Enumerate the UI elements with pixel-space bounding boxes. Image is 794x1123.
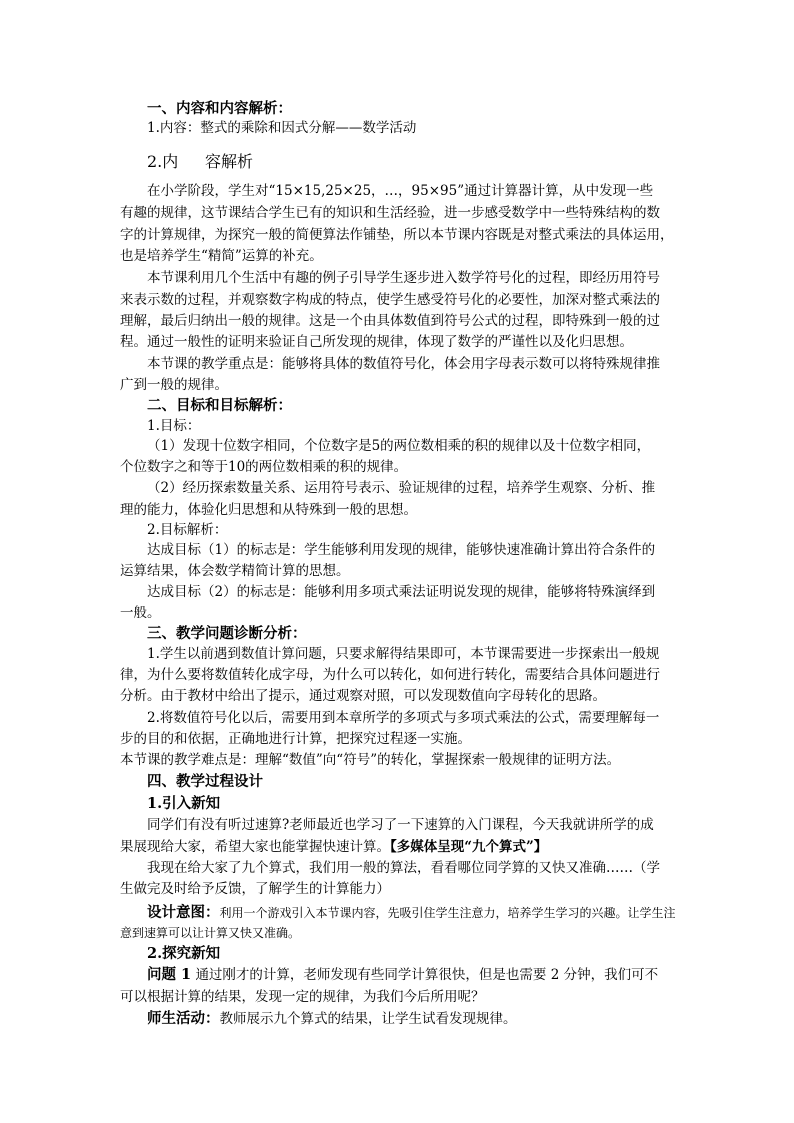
multimedia-note: 【多媒体呈现“九个算式”】 bbox=[390, 839, 548, 855]
subsection-introduce: 1.引入新知 bbox=[147, 795, 221, 812]
paragraph-line: 我现在给大家了九个算式，我们用一般的算法，看看哪位同学算的又快又准确……（学 bbox=[147, 860, 660, 876]
section-2-goal-analysis-label: 2.目标解析： bbox=[147, 522, 228, 538]
section-2-goal-label: 1.目标： bbox=[147, 418, 201, 434]
question-text: 通过刚才的计算，老师发现有些同学计算很快，但是也需要 2 分钟，我们可不 bbox=[195, 967, 659, 983]
paragraph-line: 个位数字之和等于10的两位数相乘的积的规律。 bbox=[120, 459, 408, 475]
section-3-heading: 三、教学问题诊断分析： bbox=[147, 625, 307, 642]
paragraph-line: 来表示数的过程，并观察数字构成的特点，使学生感受符号化的必要性，加深对整式乘法的 bbox=[120, 292, 660, 308]
paragraph-line: 2.将数值符号化以后，需要用到本章所学的多项式与多项式乘法的公式，需要理解每一 bbox=[147, 710, 660, 726]
design-intent-text: 利用一个游戏引入本节课内容，先吸引住学生注意力，培养学生学习的兴趣。让学生注 bbox=[219, 906, 676, 920]
activity-text: 教师展示九个算式的结果，让学生试看发现规律。 bbox=[219, 1011, 517, 1027]
paragraph-line: （1）发现十位数字相同，个位数字是5的两位数相乘的积的规律以及十位数字相同， bbox=[147, 438, 651, 454]
paragraph-line: 一般。 bbox=[120, 605, 161, 621]
paragraph-line: 理的能力，体验化归思想和从特殊到一般的思想。 bbox=[120, 502, 417, 518]
section-4-heading: 四、教学过程设计 bbox=[147, 773, 263, 790]
teaching-difficulty: 本节课的教学难点是：理解“数值”向“符号”的转化，掌握探索一般规律的证明方法。 bbox=[120, 752, 621, 768]
subsection-explore: 2.探究新知 bbox=[147, 945, 221, 962]
paragraph-line: 达成目标（1）的标志是：学生能够利用发现的规律，能够快速准确计算出符合条件的 bbox=[147, 542, 656, 558]
paragraph-line: 同学们有没有听过速算?老师最近也学习了一下速算的入门课程，今天我就讲所学的成 bbox=[147, 817, 654, 833]
paragraph-line: 分析。由于教材中给出了提示，通过观察对照，可以发现数值向字母转化的思路。 bbox=[120, 688, 606, 704]
paragraph-line: 程。通过一般性的证明来验证自己所发现的规律，体现了数学的严谨性以及化归思想。 bbox=[120, 334, 633, 350]
section-1-analysis-title-b: 容解析 bbox=[205, 152, 254, 171]
paragraph-line: 字的计算规律，为探究一般的简便算法作铺垫，所以本节课内容既是对整式乘法的具体运用， bbox=[120, 227, 674, 243]
section-1-analysis-title-a: 2.内 bbox=[147, 152, 179, 171]
paragraph-line: 本节课利用几个生活中有趣的例子引导学生逐步进入数学符号化的过程，即经历用符号 bbox=[147, 270, 660, 286]
question-label: 问题 1 bbox=[147, 966, 192, 983]
section-1-content: 1.内容：整式的乘除和因式分解——数学活动 bbox=[147, 120, 417, 136]
paragraph-line: 本节课的教学重点是：能够将具体的数值符号化，体会用字母表示数可以将特殊规律推 bbox=[147, 356, 660, 372]
section-1-heading: 一、内容和内容解析： bbox=[147, 100, 292, 117]
paragraph-line: 广到一般的规律。 bbox=[120, 377, 228, 393]
design-intent-label: 设计意图： bbox=[147, 904, 220, 921]
paragraph-line: 理解，最后归纳出一般的规律。这是一个由具体数值到符号公式的过程，即特殊到一般的过 bbox=[120, 313, 660, 329]
paragraph-line: 在小学阶段，学生对“15×15,25×25，…，95×95”通过计算器计算，从中发现一些 bbox=[147, 183, 654, 199]
paragraph-line: 律，为什么要将数值转化成字母，为什么可以转化，如何进行转化，需要结合具体问题进行 bbox=[120, 667, 660, 683]
paragraph-line: 运算结果，体会数学精简计算的思想。 bbox=[120, 563, 350, 579]
design-intent-line: 意到速算可以让计算又快又准确。 bbox=[120, 926, 301, 940]
paragraph-line bbox=[120, 839, 547, 855]
paragraph-line: 达成目标（2）的标志是：能够利用多项式乘法证明说发现的规律，能够将特殊演绎到 bbox=[147, 584, 656, 600]
paragraph-line: 有趣的规律，这节课结合学生已有的知识和生活经验，进一步感受数学中一些特殊结构的数 bbox=[120, 205, 660, 221]
paragraph-text: 果展现给大家，希望大家也能掌握快速计算。 bbox=[120, 839, 390, 855]
activity-label: 师生活动： bbox=[147, 1010, 220, 1027]
activity-line bbox=[147, 1011, 517, 1027]
paragraph-line: 生做完及时给予反馈，了解学生的计算能力） bbox=[120, 881, 390, 897]
question-line: 可以根据计算的结果，发现一定的规律，为我们今后所用呢？ bbox=[120, 989, 485, 1005]
design-intent-line bbox=[147, 905, 676, 921]
paragraph-line: （2）经历探索数量关系、运用符号表示、验证规律的过程，培养学生观察、分析、推 bbox=[147, 480, 656, 496]
paragraph-line: 也是培养学生“精简”运算的补充。 bbox=[120, 248, 323, 264]
paragraph-line: 1.学生以前遇到数值计算问题，只要求解得结果即可，本节课需要进一步探索出一般规 bbox=[147, 646, 660, 662]
paragraph-line: 步的目的和依据，正确地进行计算，把探究过程逐一实施。 bbox=[120, 731, 471, 747]
question-line bbox=[147, 967, 658, 983]
section-2-heading: 二、目标和目标解析： bbox=[147, 397, 292, 414]
